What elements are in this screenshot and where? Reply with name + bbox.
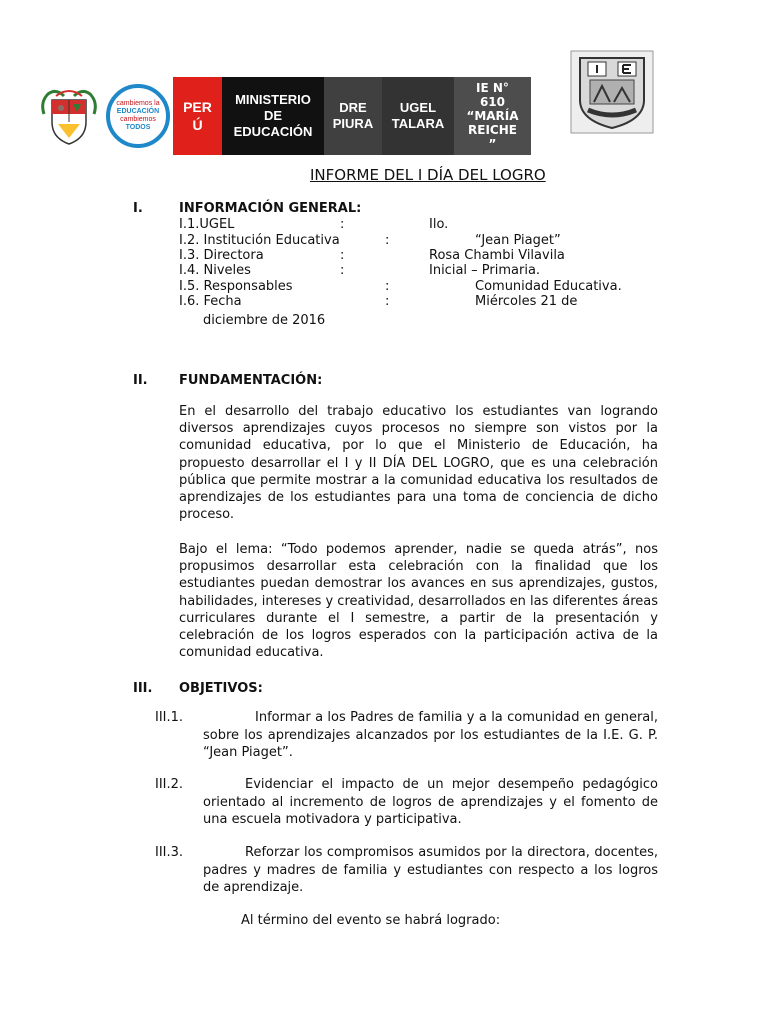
dre-line-1: DRE (339, 100, 367, 115)
info-label-responsables: I.5. Responsables (179, 279, 293, 294)
section-1-heading: INFORMACIÓN GENERAL: (179, 201, 362, 216)
info-label-institucion: I.2. Institución Educativa (179, 233, 340, 248)
section-2-number: II. (133, 373, 148, 388)
logo-text-2: EDUCACIÓN (116, 108, 160, 115)
ie-line-5: ” (488, 137, 497, 151)
ie-line-2: 610 (479, 95, 506, 109)
info-value-ugel: Ilo. (429, 217, 449, 232)
logo-text-3: cambiemos (120, 116, 156, 123)
info-label-directora: I.3. Directora (179, 248, 264, 263)
ie-line-1: IE N° (476, 81, 509, 95)
peru-label: PERÚ (183, 99, 212, 133)
objective-text: Evidenciar el impacto de un mejor desempeño pedagógico orientado al incremento de logros de aprendizajes y el fomento de una escuela motivadora y participativa. (203, 777, 658, 828)
ie-banner (454, 77, 531, 155)
document-title: INFORME DEL I DÍA DEL LOGRO (310, 166, 546, 184)
section-2-heading: FUNDAMENTACIÓN: (179, 373, 323, 388)
section-3-number: III. (133, 681, 153, 696)
ugel-banner (382, 77, 454, 155)
info-value-fecha-cont: diciembre de 2016 (203, 313, 326, 328)
ministerio-line-1: MINISTERIO (235, 92, 311, 107)
ministerio-line-3: EDUCACIÓN (233, 124, 313, 139)
objective-number: III.3. (155, 845, 184, 860)
objective-number: III.2. (155, 777, 184, 792)
dre-banner (324, 77, 382, 155)
info-value-responsables: Comunidad Educativa. (475, 279, 622, 294)
closing-sentence: Al término del evento se habrá logrado: (241, 913, 501, 928)
objective-item (155, 844, 658, 897)
ie-line-4: REICHE (468, 123, 517, 137)
cambiemos-educacion-logo (106, 84, 170, 148)
info-sep-fecha: : (385, 294, 390, 309)
info-value-fecha: Miércoles 21 de (475, 294, 578, 309)
ugel-line-1: UGEL (399, 100, 437, 115)
objective-text: Reforzar los compromisos asumidos por la directora, docentes, padres y madres de familia y estudiantes con respecto a los logros de aprendizaje. (203, 845, 658, 896)
school-crest-icon (570, 50, 654, 134)
logo-text-1: cambiemos la (116, 100, 160, 107)
info-sep-responsables: : (385, 279, 390, 294)
info-value-institucion: “Jean Piaget” (475, 233, 561, 248)
ie-line-3: “MARÍA (466, 109, 519, 123)
info-label-niveles: I.4. Niveles (179, 263, 251, 278)
section-3-heading: OBJETIVOS: (179, 681, 263, 696)
info-sep-niveles: : (340, 263, 345, 278)
peru-coat-of-arms-icon (36, 84, 102, 150)
objective-item (155, 776, 658, 829)
objective-item (155, 709, 658, 762)
info-value-directora: Rosa Chambi Vilavila (429, 248, 565, 263)
info-value-niveles: Inicial – Primaria. (429, 263, 541, 278)
ministerio-line-2: DE (263, 108, 283, 123)
objective-number: III.1. (155, 710, 184, 725)
objective-text: Informar a los Padres de familia y a la comunidad en general, sobre los aprendizajes alcanzados por los estudiantes de la I.E. G. P. “Jean Piaget”. (203, 710, 658, 761)
dre-line-2: PIURA (332, 116, 374, 131)
fundamentacion-paragraph-2: Bajo el lema: “Todo podemos aprender, nadie se queda atrás”, nos propusimos desarrollar esta celebración con la finalidad que los estudiantes puedan demostrar los avances en sus aprendizajes, gustos, habilidades, intereses y creatividad, desarrollados en las diferentes áreas curriculares durante el I semestre, a partir de la presentación y celebración de los logros esperados con la participación activa de la comunidad educativa. (179, 542, 658, 661)
info-sep-institucion: : (385, 233, 390, 248)
info-label-fecha: I.6. Fecha (179, 294, 242, 309)
ugel-line-2: TALARA (391, 116, 445, 131)
ministerio-banner (222, 77, 324, 155)
info-sep-directora: : (340, 248, 345, 263)
info-sep-ugel: : (340, 217, 345, 232)
section-1-number: I. (133, 201, 143, 216)
info-label-ugel: I.1.UGEL (179, 217, 235, 232)
logo-text-4: TODOS (125, 124, 151, 131)
fundamentacion-paragraph-1: En el desarrollo del trabajo educativo los estudiantes van logrando diversos aprendizajes cuyos procesos no siempre son vistos por la comunidad educativa, por lo que el Ministerio de Educación, ha propuesto desarrollar el I y II DÍA DEL LOGRO, que es una celebración pública que permite mostrar a la comunidad educativa los resultados de aprendizajes de los estudiantes para una toma de conciencia de dicho proceso. (179, 404, 658, 523)
peru-banner (173, 77, 222, 155)
